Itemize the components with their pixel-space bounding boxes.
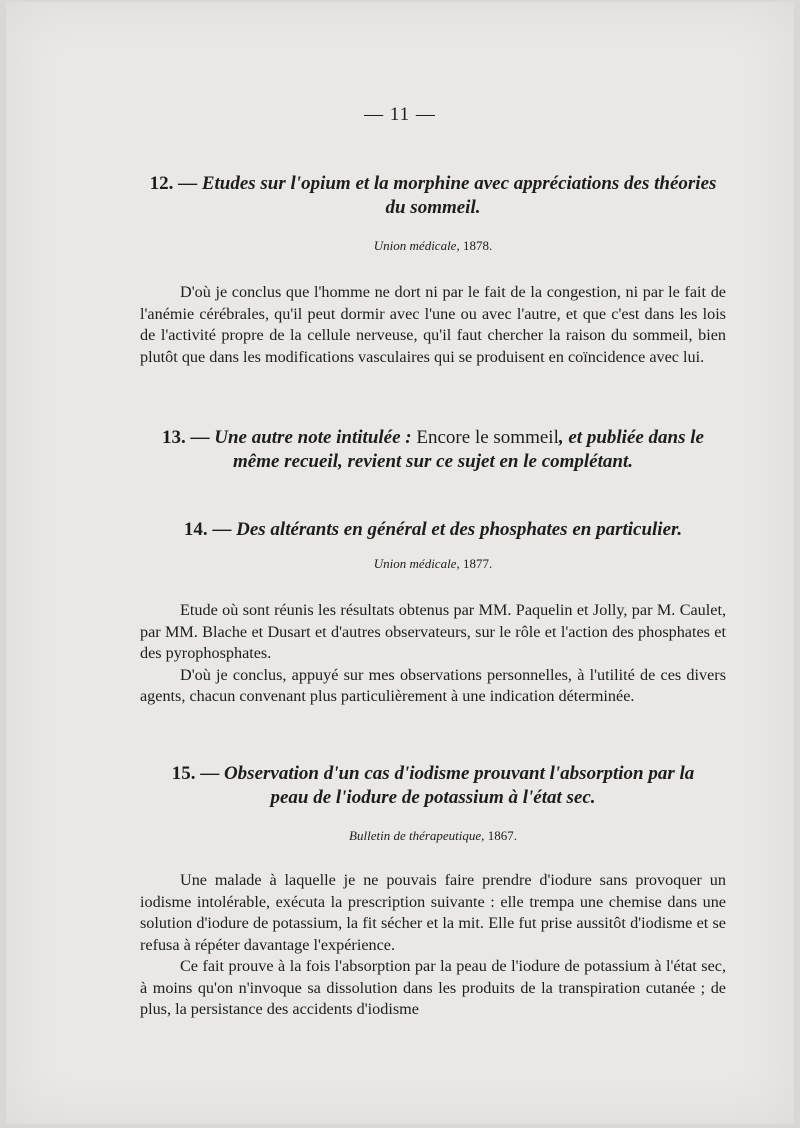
section-15-paragraph-2: Ce fait prouve à la fois l'absorption par la peau de l'iodure de potassium à l'état sec, à moins qu'on n'invoque sa dissolution dans les produits de la transpiration cutanée ; de plus, la persistance des accidents d'iodisme	[140, 957, 726, 1018]
section-15-paragraph-1: Une malade à laquelle je ne pouvais faire prendre d'iodure sans provoquer un iodisme intolérable, exécuta la prescription suivante : elle trempa une chemise dans une solution d'iodure de potassium, la fit sécher et la mit. Elle fut prise aussitôt d'iodisme et se refusa à répéter davantage l'expérience.	[140, 871, 726, 954]
section-15-title-line2: peau de l'iodure de potassium à l'état sec.	[270, 787, 596, 808]
section-14-source-journal: Union médicale,	[373, 556, 460, 571]
section-15-number: 15.	[171, 763, 196, 784]
section-15-dash: —	[195, 763, 224, 784]
section-12-number: 12.	[149, 173, 174, 194]
section-13-title-line2: même recueil, revient sur ce sujet en le complétant.	[233, 451, 633, 472]
section-15-source-journal: Bulletin de thérapeutique,	[349, 828, 485, 843]
section-14-title-line1	[140, 518, 726, 542]
section-12-title: Etudes sur l'opium et la morphine avec appréciations des théories	[201, 173, 717, 194]
section-15-title: Observation d'un cas d'iodisme prouvant l'absorption par la	[223, 763, 695, 784]
section-13-title-upright: Encore le sommeil	[416, 427, 559, 448]
section-12-paragraph-1: D'où je conclus que l'homme ne dort ni par le fait de la congestion, ni par le fait de l'anémie cérébrales, qu'il peut dormir avec l'une ou avec l'autre, et que c'est dans les lois de l'activité propre de la cellule nerveuse, qu'il faut chercher la raison du sommeil, bien plutôt que dans les modifications vasculaires qui se produisent en coïncidence avec lui.	[140, 283, 726, 366]
section-13-heading	[140, 426, 726, 474]
section-12-heading	[140, 172, 726, 220]
section-15-heading	[140, 762, 726, 810]
section-14-number: 14.	[183, 519, 208, 540]
section-12-dash: —	[173, 173, 202, 194]
document-page	[6, 2, 794, 1124]
section-13-title-italic: Une autre note intitulée :	[214, 427, 417, 448]
section-12-body	[140, 282, 726, 368]
section-12-title-line2: du sommeil.	[385, 197, 481, 218]
section-13-number: 13.	[161, 427, 186, 448]
section-12-title-line1	[140, 172, 726, 196]
section-14-heading	[140, 518, 726, 542]
section-13-title-line1	[140, 426, 726, 450]
section-14-paragraph-1: Etude où sont réunis les résultats obtenus par MM. Paquelin et Jolly, par M. Caulet, par MM. Blache et Dusart et d'autres observateurs, sur le rôle et l'action des phosphates et des pyrophosphates.	[140, 601, 726, 662]
section-13-title-italic-2: , et publiée dans le	[558, 427, 704, 448]
section-13-dash: —	[185, 427, 215, 448]
section-12-source-year: 1878.	[459, 238, 493, 253]
page-number: — 11 —	[364, 104, 436, 125]
section-14-body	[140, 600, 726, 708]
section-14-dash: —	[207, 519, 237, 540]
section-15-source-year: 1867.	[484, 828, 517, 843]
section-14-title: Des altérants en général et des phosphates en particulier.	[236, 519, 683, 540]
section-15-source	[140, 828, 726, 844]
section-15-title-line1	[140, 762, 726, 786]
section-15-body	[140, 870, 726, 1021]
section-12-source-journal: Union médicale,	[373, 238, 460, 253]
section-14-source	[140, 556, 726, 572]
section-14-paragraph-2: D'où je conclus, appuyé sur mes observations personnelles, à l'utilité de ces divers agents, chacun convenant plus particulièrement à une indication déterminée.	[140, 665, 726, 705]
section-14-source-year: 1877.	[459, 556, 493, 571]
section-12-source	[140, 238, 726, 254]
